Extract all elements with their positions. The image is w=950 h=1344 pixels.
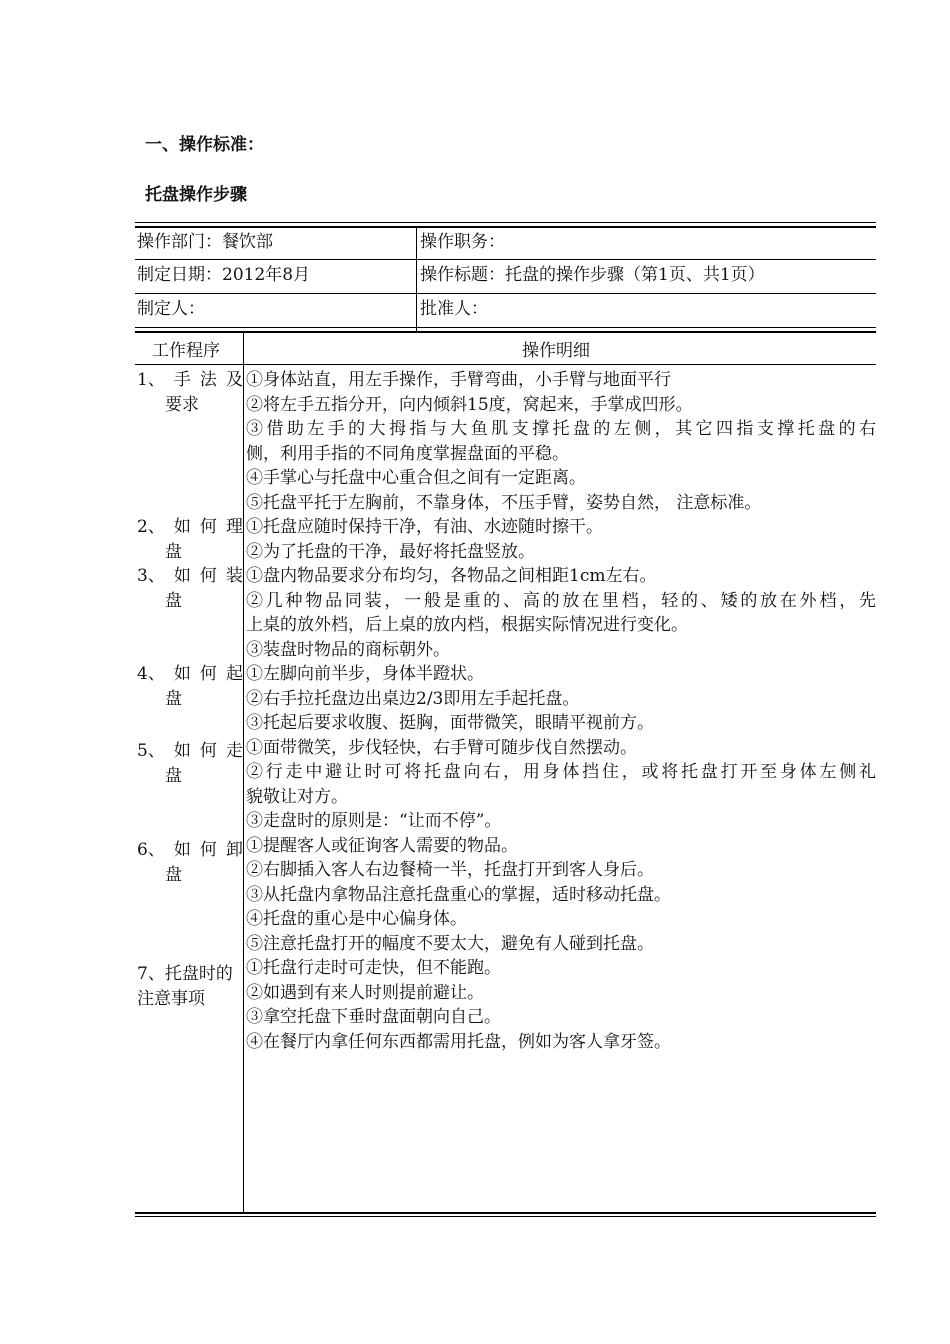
detail-line: ⑤托盘平托于左胸前，不靠身体，不压手臂，姿势自然， 注意标准。 xyxy=(246,492,762,513)
row-divider xyxy=(135,293,876,294)
detail-line: ④在餐厅内拿任何东西都需用托盘，例如为客人拿牙签。 xyxy=(246,1031,671,1052)
procedure-step: 3、 如 何 装 盘 xyxy=(137,566,243,611)
approver-cell: 批准人： xyxy=(420,299,488,319)
info-column-divider xyxy=(416,226,417,331)
detail-line: ①盘内物品要求分布均匀，各物品之间相距1cm左右。 xyxy=(246,566,657,586)
subject-cell: 操作标题：托盘的操作步骤（第1页、共1页） xyxy=(420,265,765,285)
detail-line: ②将左手五指分开，向内倾斜15度，窝起来，手掌成凹形。 xyxy=(246,394,693,415)
procedure-step: 6、 如 何 卸 盘 xyxy=(137,840,243,885)
detail-line: ②右脚插入客人右边餐椅一半，托盘打开到客人身后。 xyxy=(246,860,654,880)
detail-line: ③装盘时物品的商标朝外。 xyxy=(246,639,450,660)
detail-line: ④手掌心与托盘中心重合但之间有一定距离。 xyxy=(246,468,586,488)
info-bottom-border-2 xyxy=(135,331,876,333)
document-title: 托盘操作步骤 xyxy=(145,185,247,205)
main-header-divider xyxy=(135,364,876,365)
detail-line: ③拿空托盘下垂时盘面朝向自己。 xyxy=(246,1007,501,1027)
detail-line: ①提醒客人或征询客人需要的物品。 xyxy=(246,835,518,856)
detail-line: 貌敬让对方。 xyxy=(246,786,348,807)
table-top-border-2 xyxy=(135,226,876,228)
procedure-step: 5、 如 何 走 盘 xyxy=(137,741,243,786)
detail-line: ④托盘的重心是中心偏身体。 xyxy=(246,909,467,929)
info-bottom-border xyxy=(135,327,876,328)
position-cell: 操作职务： xyxy=(420,232,505,252)
table-bottom-border xyxy=(135,1212,876,1214)
procedure-step: 1、 手 法 及 要求 xyxy=(137,370,243,415)
procedure-step: 2、 如 何 理 盘 xyxy=(137,517,243,562)
detail-line: ②如遇到有来人时则提前避让。 xyxy=(246,982,484,1003)
detail-line: ①托盘应随时保持干净，有油、水迹随时擦干。 xyxy=(246,517,603,537)
detail-line: ①身体站直，用左手操作，手臂弯曲，小手臂与地面平行 xyxy=(246,370,671,390)
procedure-step: 7、托盘时的 注意事项 xyxy=(137,964,233,1009)
detail-column-header: 操作明细 xyxy=(522,341,590,361)
detail-line: ③走盘时的原则是：“让而不停”。 xyxy=(246,811,502,831)
detail-line: ②右手拉托盘边出桌边2/3即用左手起托盘。 xyxy=(246,688,580,709)
main-column-divider xyxy=(243,333,244,1213)
row-divider xyxy=(135,259,876,260)
table-bottom-border-2 xyxy=(135,1216,876,1217)
detail-line: ①面带微笑，步伐轻快，右手臂可随步伐自然摆动。 xyxy=(246,737,637,758)
detail-line: ②行走中避让时可将托盘向右，用身体挡住，或将托盘打开至身体左侧礼 xyxy=(246,762,876,782)
section-heading: 一、操作标准： xyxy=(145,135,264,155)
detail-line: ③从托盘内拿物品注意托盘重心的掌握，适时移动托盘。 xyxy=(246,884,671,905)
detail-line: ⑤注意托盘打开的幅度不要太大，避免有人碰到托盘。 xyxy=(246,933,654,954)
author-cell: 制定人： xyxy=(137,299,205,319)
detail-line: ①左脚向前半步，身体半蹬状。 xyxy=(246,664,484,684)
dept-cell: 操作部门：餐饮部 xyxy=(137,232,273,252)
detail-line: 侧，利用手指的不同角度掌握盘面的平稳。 xyxy=(246,443,569,464)
detail-line: 上桌的放外档，后上桌的放内档，根据实际情况进行变化。 xyxy=(246,615,688,635)
detail-line: ①托盘行走时可走快，但不能跑。 xyxy=(246,958,501,978)
detail-line: ③托起后要求收腹、挺胸，面带微笑，眼睛平视前方。 xyxy=(246,713,654,733)
detail-column xyxy=(246,368,876,1054)
date-cell: 制定日期：2012年8月 xyxy=(137,265,311,285)
detail-line: ②几种物品同装，一般是重的、高的放在里档，轻的、矮的放在外档，先 xyxy=(246,590,876,611)
detail-line: ③借助左手的大拇指与大鱼肌支撑托盘的左侧，其它四指支撑托盘的右 xyxy=(246,419,876,439)
procedure-column-header: 工作程序 xyxy=(152,341,220,361)
table-top-border xyxy=(135,222,876,223)
detail-line: ②为了托盘的干净，最好将托盘竖放。 xyxy=(246,541,535,562)
procedure-step: 4、 如 何 起 盘 xyxy=(137,664,243,709)
